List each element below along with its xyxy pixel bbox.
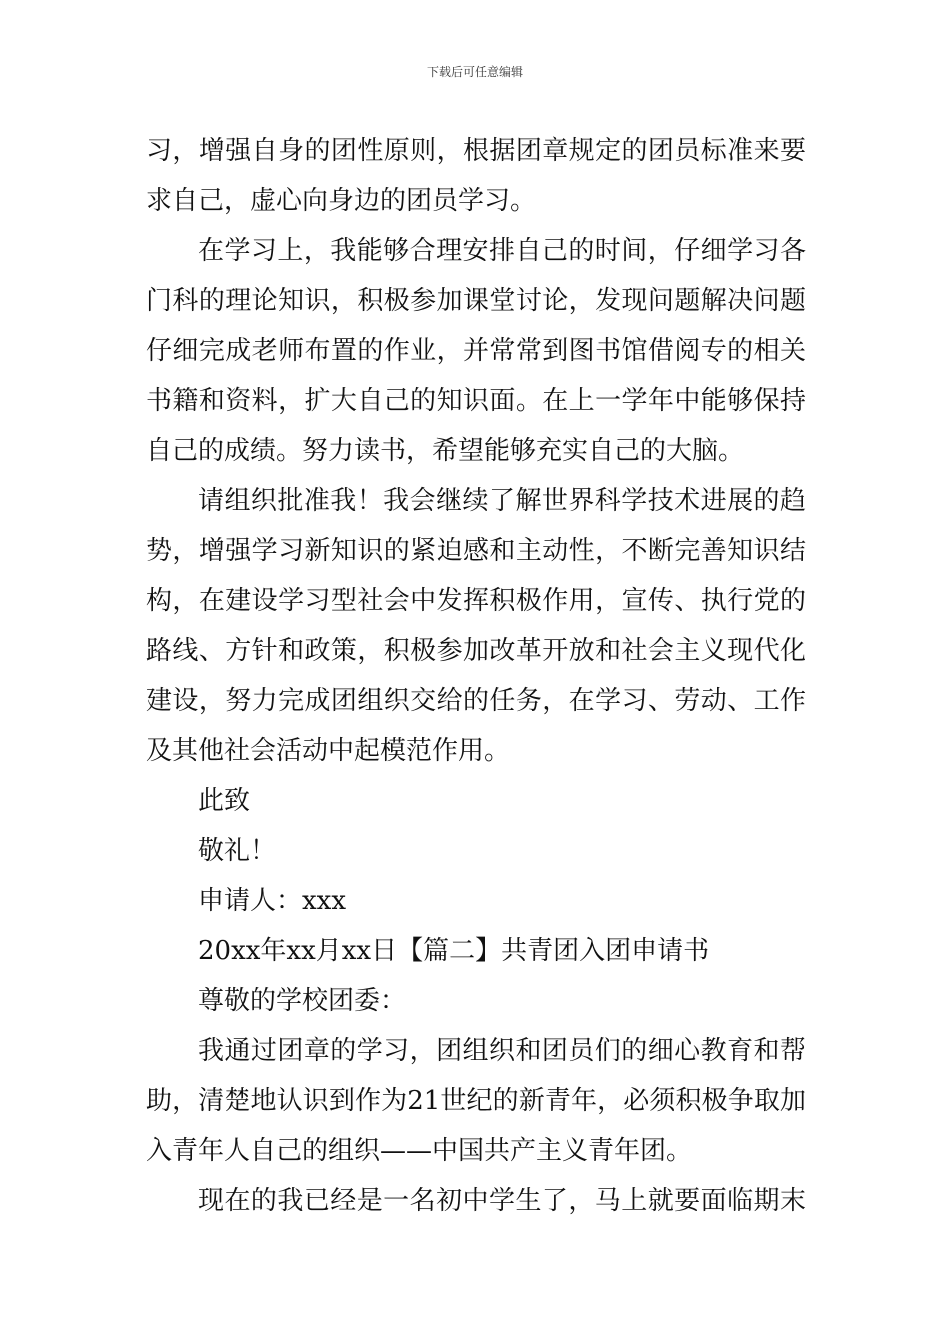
text-line: 助，清楚地认识到作为21世纪的新青年，必须积极争取加 (146, 1086, 806, 1116)
text-line: 请组织批准我！我会继续了解世界科学技术进展的趋 (198, 486, 806, 516)
text-line: 及其他社会活动中起模范作用。 (146, 736, 511, 766)
page-header: 下载后可任意编辑 (426, 65, 523, 79)
text-line: 求自己，虚心向身边的团员学习。 (146, 186, 537, 216)
text-line: 仔细完成老师布置的作业，并常常到图书馆借阅专的相关 (146, 336, 806, 366)
text-line: 构，在建设学习型社会中发挥积极作用，宣传、执行党的 (146, 586, 806, 616)
text-line: 此致 (198, 786, 251, 816)
text-line: 建设，努力完成团组织交给的任务，在学习、劳动、工作 (146, 686, 806, 716)
text-line: 我通过团章的学习，团组织和团员们的细心教育和帮 (198, 1036, 806, 1066)
text-line: 习，增强自身的团性原则，根据团章规定的团员标准来要 (146, 136, 806, 166)
text-line: 书籍和资料，扩大自己的知识面。在上一学年中能够保持 (146, 386, 806, 416)
text-line: 申请人：xxx (198, 886, 346, 916)
text-line: 敬礼！ (198, 836, 277, 866)
document-body (146, 126, 806, 1226)
text-line: 20xx年xx月xx日【篇二】共青团入团申请书 (198, 936, 710, 966)
text-line: 势，增强学习新知识的紧迫感和主动性，不断完善知识结 (146, 536, 806, 566)
text-line: 现在的我已经是一名初中学生了，马上就要面临期末 (198, 1186, 806, 1216)
text-line: 门科的理论知识，积极参加课堂讨论，发现问题解决问题 (146, 286, 806, 316)
text-line: 在学习上，我能够合理安排自己的时间，仔细学习各 (198, 236, 806, 266)
text-line: 尊敬的学校团委： (198, 986, 407, 1016)
text-line: 入青年人自己的组织——中国共产主义青年团。 (146, 1136, 693, 1166)
text-line: 路线、方针和政策，积极参加改革开放和社会主义现代化 (146, 636, 806, 666)
text-line: 自己的成绩。努力读书，希望能够充实自己的大脑。 (146, 436, 745, 466)
